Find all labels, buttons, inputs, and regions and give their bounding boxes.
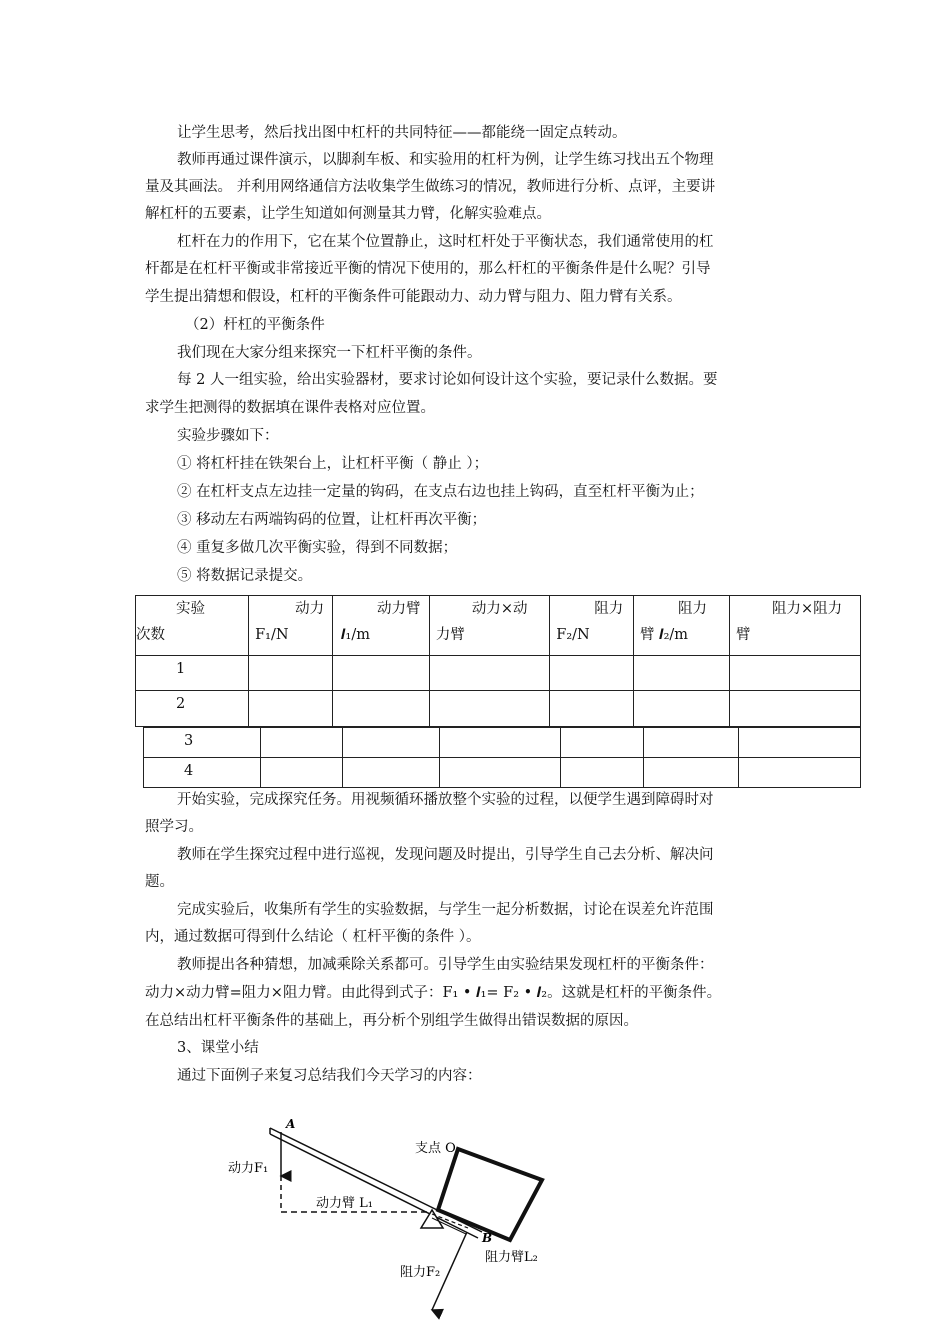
table-header: 动力 F₁/N xyxy=(249,596,333,656)
text-line: 杠杆在力的作用下，它在某个位置静止，这时杠杆处于平衡状态，我们通常使用的杠 xyxy=(177,234,714,250)
label-f2: 阻力F₂ xyxy=(400,1265,441,1280)
step-item: ④ 重复多做几次平衡实验，得到不同数据； xyxy=(177,540,458,556)
label-f1: 动力F₁ xyxy=(228,1161,269,1176)
text-line: 实验步骤如下： xyxy=(177,428,279,444)
text-line: 完成实验后，收集所有学生的实验数据，与学生一起分析数据，讨论在误差允许范围 xyxy=(177,902,714,918)
text-line: 照学习。 xyxy=(145,819,203,835)
data-table-continued xyxy=(143,727,861,788)
text-line: 在总结出杠杆平衡条件的基础上，再分析个别组学生做得出错误数据的原因。 xyxy=(145,1013,638,1029)
label-fulcrum: 支点 O xyxy=(415,1141,456,1156)
text-line: 求学生把测得的数据填在课件表格对应位置。 xyxy=(145,400,435,416)
table-header: 实验 次数 xyxy=(136,596,249,656)
table-header: 动力×动 力臂 xyxy=(429,596,549,656)
data-table xyxy=(135,595,861,727)
text-line: 量及其画法。 并利用网络通信方法收集学生做练习的情况，教师进行分析、点评，主要讲 xyxy=(145,179,716,195)
text-line: 通过下面例子来复习总结我们今天学习的内容： xyxy=(177,1068,482,1084)
text-line: 教师提出各种猜想，加减乘除关系都可。引导学生由实验结果发现杠杆的平衡条件： xyxy=(177,957,714,973)
table-row xyxy=(136,691,861,727)
lever-diagram xyxy=(220,1110,560,1335)
row-number: 1 xyxy=(136,656,249,691)
step-item: ③ 移动左右两端钩码的位置，让杠杆再次平衡； xyxy=(177,512,487,528)
text-line: 解杠杆的五要素，让学生知道如何测量其力臂，化解实验难点。 xyxy=(145,206,551,222)
text-line: 学生提出猜想和假设，杠杆的平衡条件可能跟动力、动力臂与阻力、阻力臂有关系。 xyxy=(145,289,682,305)
text-line: 每 2 人一组实验，给出实验器材，要求讨论如何设计这个实验，要记录什么数据。要 xyxy=(177,372,718,388)
table-row xyxy=(144,758,861,788)
text-line: 让学生思考，然后找出图中杠杆的共同特征——都能绕一固定点转动。 xyxy=(177,125,627,141)
text-line: 动力×动力臂=阻力×阻力臂。由此得到式子：F₁ • 𝑰₁= F₂ • 𝑰₂。这就是杠杆的平衡条件。 xyxy=(145,985,722,1001)
text-line: 内，通过数据可得到什么结论（ 杠杆平衡的条件 ）。 xyxy=(145,929,481,945)
text-line: 我们现在大家分组来探究一下杠杆平衡的条件。 xyxy=(177,345,482,361)
row-number: 4 xyxy=(144,758,261,788)
step-item: ⑤ 将数据记录提交。 xyxy=(177,568,313,584)
text-line: 开始实验，完成探究任务。用视频循环播放整个实验的过程，以便学生遇到障碍时对 xyxy=(177,792,714,808)
label-l1: 动力臂 L₁ xyxy=(316,1196,373,1211)
label-l2: 阻力臂L₂ xyxy=(485,1250,538,1265)
table-row xyxy=(136,656,861,691)
table-header: 阻力×阻力 臂 xyxy=(729,596,860,656)
balance-formula: F₁ • 𝑰₁= F₂ • 𝑰₂ xyxy=(442,985,548,1001)
label-a: A xyxy=(286,1117,296,1131)
step-item: ② 在杠杆支点左边挂一定量的钩码，在支点右边也挂上钩码，直至杠杆平衡为止； xyxy=(177,484,704,500)
section-heading: 3、课堂小结 xyxy=(177,1040,259,1056)
text-line: 教师再通过课件演示，以脚刹车板、和实验用的杠杆为例，让学生练习找出五个物理 xyxy=(177,152,714,168)
label-b: B xyxy=(482,1231,493,1245)
row-number: 2 xyxy=(136,691,249,727)
table-header: 阻力 臂 𝑰₂/m xyxy=(633,596,729,656)
section-heading: （2）杆杠的平衡条件 xyxy=(185,317,325,333)
table-row xyxy=(144,728,861,758)
table-header: 动力臂 𝑰₁/m xyxy=(333,596,430,656)
text-line: 教师在学生探究过程中进行巡视，发现问题及时提出，引导学生自己去分析、解决问 xyxy=(177,847,714,863)
text-line: 杆都是在杠杆平衡或非常接近平衡的情况下使用的，那么杆杠的平衡条件是什么呢？引导 xyxy=(145,261,711,277)
step-item: ① 将杠杆挂在铁架台上，让杠杆平衡（ 静止 ）； xyxy=(177,456,489,472)
text-line: 题。 xyxy=(145,874,174,890)
table-header: 阻力 F₂/N xyxy=(550,596,634,656)
row-number: 3 xyxy=(144,728,261,758)
